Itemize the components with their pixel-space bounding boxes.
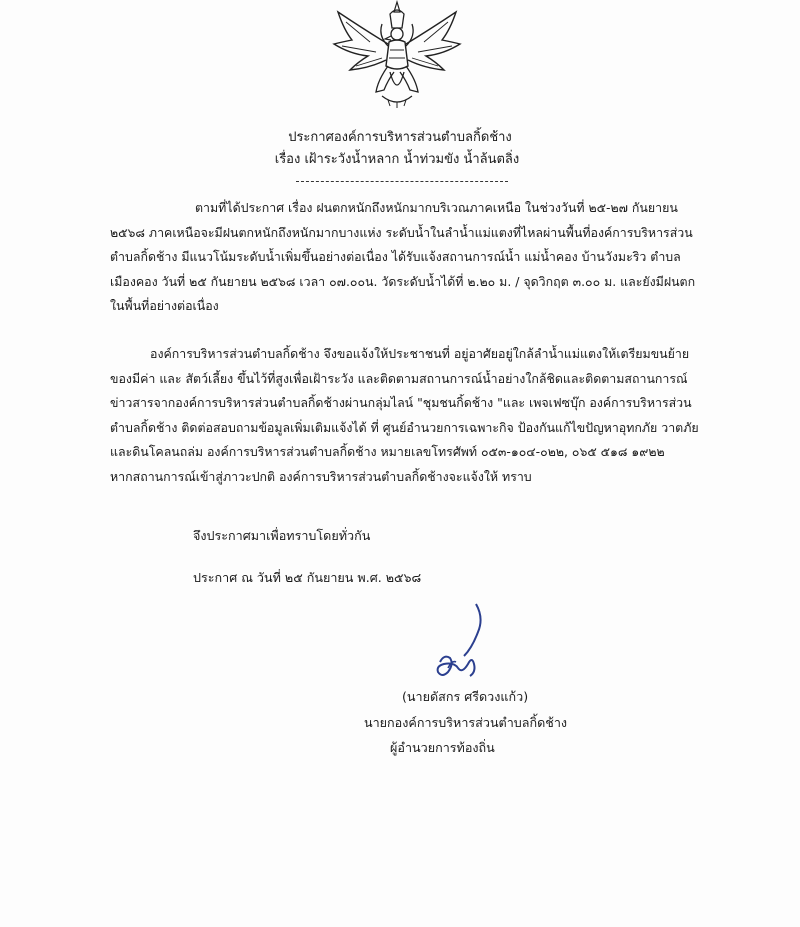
paragraph-1-line: ตำบลกิ้ดช้าง มีแนวโน้มระดับน้ำเพิ่มขึ้นอย่างต่อเนื่อง ได้รับแจ้งสถานการณ์น้ำ แม่น้ำคอง บ้านวังมะริว ตำบล [110, 249, 681, 264]
paragraph-1 [110, 196, 750, 319]
paragraph-1-line: เมืองคอง วันที่ ๒๕ กันยายน ๒๕๖๘ เวลา ๐๗.๐๐น. วัดระดับน้ำได้ที่ ๒.๒๐ ม. / จุดวิกฤต ๓.๐๐ ม. และยังมีฝนตก [110, 273, 696, 289]
signer-title: นายกองค์การบริหารส่วนตำบลกิ้ดช้าง [364, 715, 568, 730]
paragraph-2-line: หากสถานการณ์เข้าสู่ภาวะปกติ องค์การบริหารส่วนตำบลกิ้ดช้างจะแจ้งให้ ทราบ [110, 468, 532, 484]
heading-line-2: เรื่อง เฝ้าระวังน้ำหลาก น้ำท่วมขัง น้ำล้นตลิ่ง [274, 152, 520, 167]
paragraph-2-line: ข่าวสารจากองค์การบริหารส่วนตำบลกิ้ดช้างผ่านกลุ่มไลน์ "ชุมชนกิ้ดช้าง "และ เพจเฟซบุ๊ก องค์การบริหารส่วน [110, 395, 692, 410]
closing-line: จึงประกาศมาเพื่อทราบโดยทั่วกัน [193, 528, 371, 543]
heading-line-1: ประกาศองค์การบริหารส่วนตำบลกิ้ดช้าง [288, 130, 512, 145]
paragraph-2-line: และดินโคลนถล่ม องค์การบริหารส่วนตำบลกิ้ดช้าง หมายเลขโทรศัพท์ ๐๕๓-๑๐๔-๐๒๒, ๐๖๕ ๕๑๘ ๑๙๒๒ [110, 444, 665, 459]
paragraph-1-line: ๒๕๖๘ ภาคเหนือจะมีฝนตกหนักถึงหนักมากบางแห่ง ระดับน้ำในลำน้ำแม่แตงที่ไหลผ่านพื้นที่องค์การบริหารส่วน [110, 224, 693, 240]
paragraph-2-line: ของมีค่า และ สัตว์เลี้ยง ขึ้นไว้ที่สูงเพื่อเฝ้าระวัง และติดตามสถานการณ์น้ำอย่างใกล้ชิดและติดตามสถานการณ์ [110, 370, 688, 386]
announcement-heading [0, 127, 800, 171]
date-line: ประกาศ ณ วันที่ ๒๕ กันยายน พ.ศ. ๒๕๖๘ [193, 570, 422, 585]
signer-role: ผู้อำนวยการท้องถิ่น [390, 740, 495, 755]
paragraph-2-line: ตำบลกิ้ดช้าง ติดต่อสอบถามข้อมูลเพิ่มเติมแจ้งได้ ที่ ศูนย์อำนวยการเฉพาะกิจ ป้องกันแก้ไขปัญหาอุทกภัย วาตภัย [110, 419, 699, 435]
paragraph-2 [110, 342, 750, 489]
paragraph-2-line: องค์การบริหารส่วนตำบลกิ้ดช้าง จึงขอแจ้งให้ประชาชนที่ อยู่อาศัยอยู่ใกล้ลำน้ำแม่แตงให้เตรียมขนย้าย [150, 346, 690, 361]
paragraph-1-line: ตามที่ได้ประกาศ เรื่อง ฝนตกหนักถึงหนักมากบริเวณภาคเหนือ ในช่วงวันที่ ๒๕-๒๗ กันยายน [195, 200, 678, 215]
paragraph-1-line: ในพื้นที่อย่างต่อเนื่อง [110, 298, 219, 313]
signature-mark [418, 598, 498, 688]
signer-name: (นายดัสกร ศรีดวงแก้ว) [402, 689, 529, 704]
heading-divider [296, 181, 508, 182]
garuda-emblem-icon [330, 0, 465, 110]
